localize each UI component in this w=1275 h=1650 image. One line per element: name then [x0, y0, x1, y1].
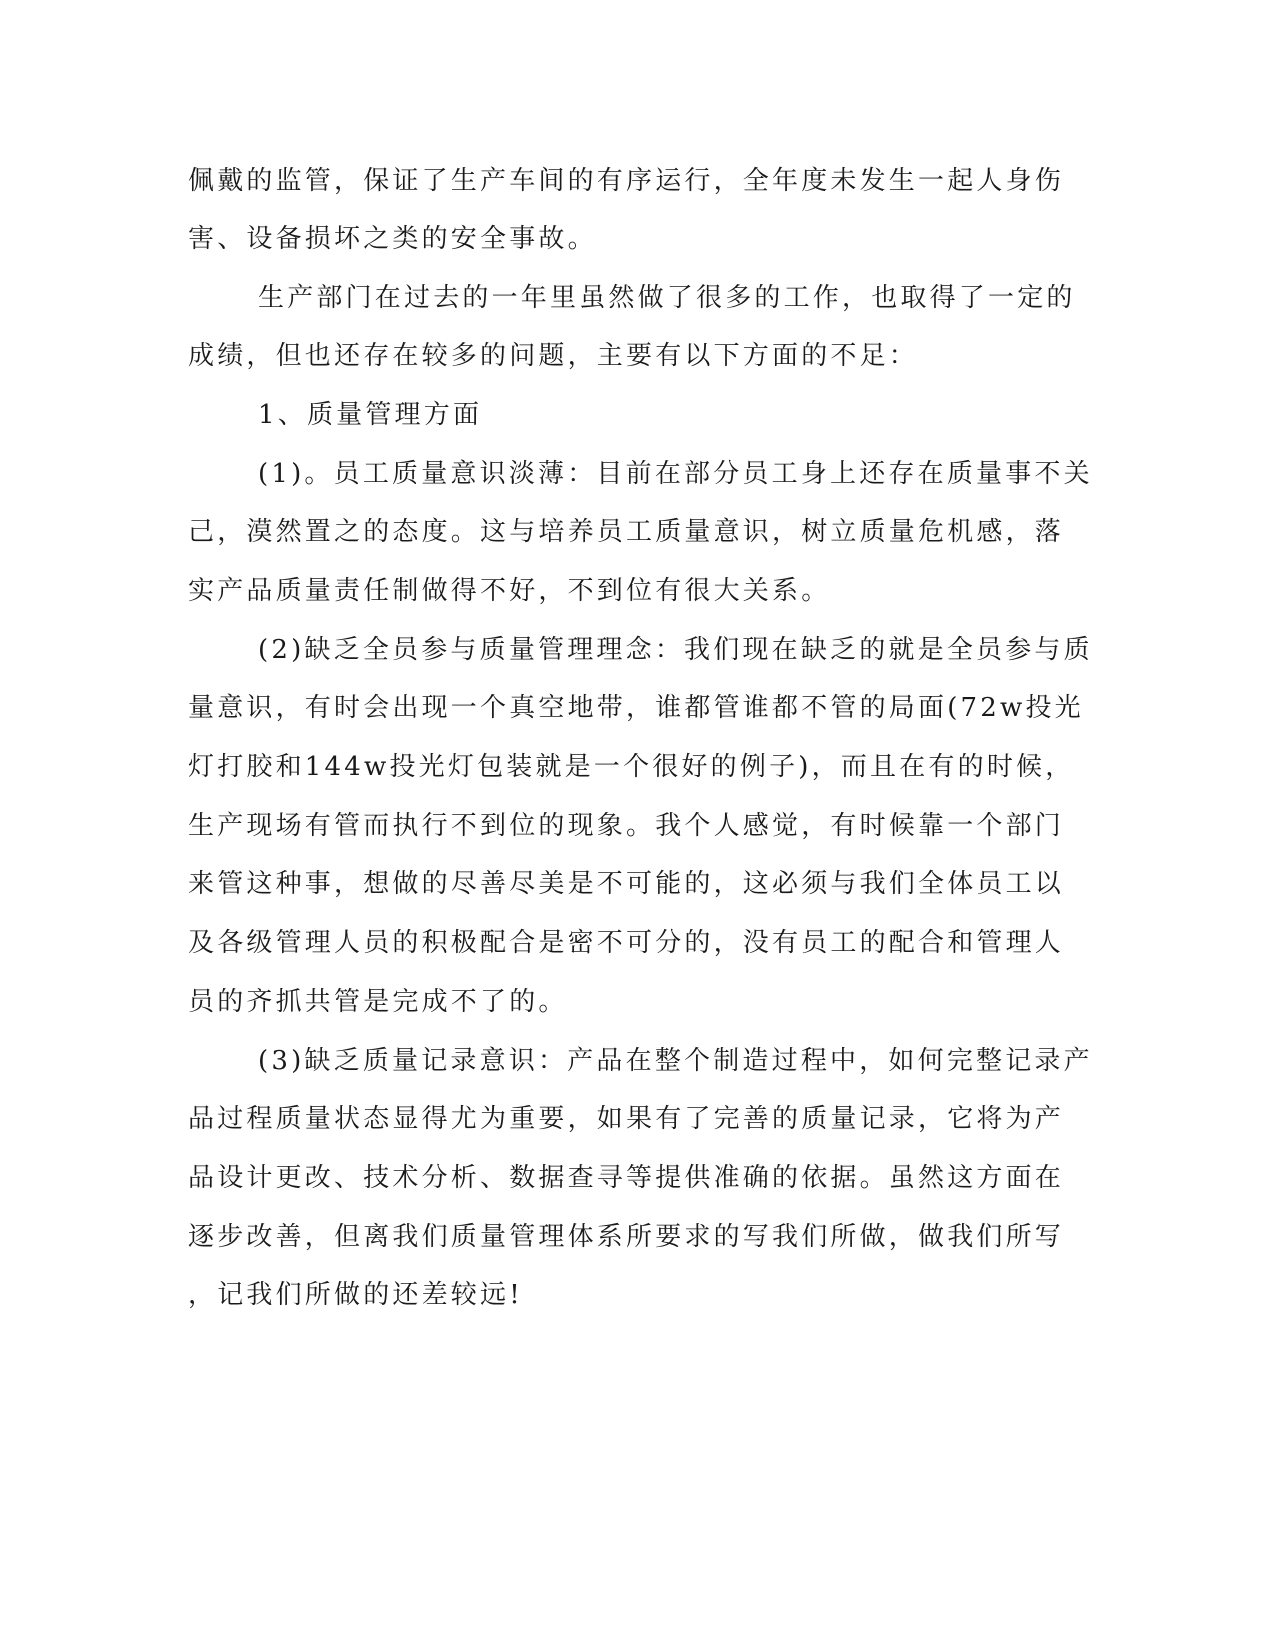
paragraph-start-line: 生产部门在过去的一年里虽然做了很多的工作，也取得了一定的 [258, 283, 1076, 313]
text-line: 来管这种事，想做的尽善尽美是不可能的，这必须与我们全体员工以 [188, 869, 1065, 899]
text-line: 员的齐抓共管是完成不了的。 [188, 987, 568, 1017]
text-line: 品过程质量状态显得尤为重要，如果有了完善的质量记录，它将为产 [188, 1104, 1065, 1134]
text-line: 生产现场有管而执行不到位的现象。我个人感觉，有时候靠一个部门 [188, 811, 1065, 841]
text-line: 己，漠然置之的态度。这与培养员工质量意识，树立质量危机感，落 [188, 517, 1065, 547]
text-line: 及各级管理人员的积极配合是密不可分的，没有员工的配合和管理人 [188, 928, 1065, 958]
text-line: 实产品质量责任制做得不好，不到位有很大关系。 [188, 576, 831, 606]
text-line: 量意识，有时会出现一个真空地带，谁都管谁都不管的局面(72w投光 [188, 693, 1084, 723]
text-line: 逐步改善，但离我们质量管理体系所要求的写我们所做，做我们所写 [188, 1222, 1065, 1252]
paragraph-start-line: (1)。员工质量意识淡薄：目前在部分员工身上还存在质量事不关 [258, 459, 1093, 489]
section-heading: 1、质量管理方面 [258, 400, 483, 430]
text-line: 害、设备损坏之类的安全事故。 [188, 224, 597, 254]
text-line: 成绩，但也还存在较多的问题，主要有以下方面的不足： [188, 341, 919, 371]
paragraph-start-line: (2)缺乏全员参与质量管理理念：我们现在缺乏的就是全员参与质 [258, 635, 1093, 665]
text-line: ，记我们所做的还差较远! [188, 1280, 523, 1310]
paragraph-start-line: (3)缺乏质量记录意识：产品在整个制造过程中，如何完整记录产 [258, 1046, 1093, 1076]
text-line: 佩戴的监管，保证了生产车间的有序运行，全年度未发生一起人身伤 [188, 166, 1065, 196]
text-line: 灯打胶和144w投光灯包装就是一个很好的例子)，而且在有的时候， [188, 752, 1075, 782]
text-line: 品设计更改、技术分析、数据查寻等提供准确的依据。虽然这方面在 [188, 1163, 1065, 1193]
